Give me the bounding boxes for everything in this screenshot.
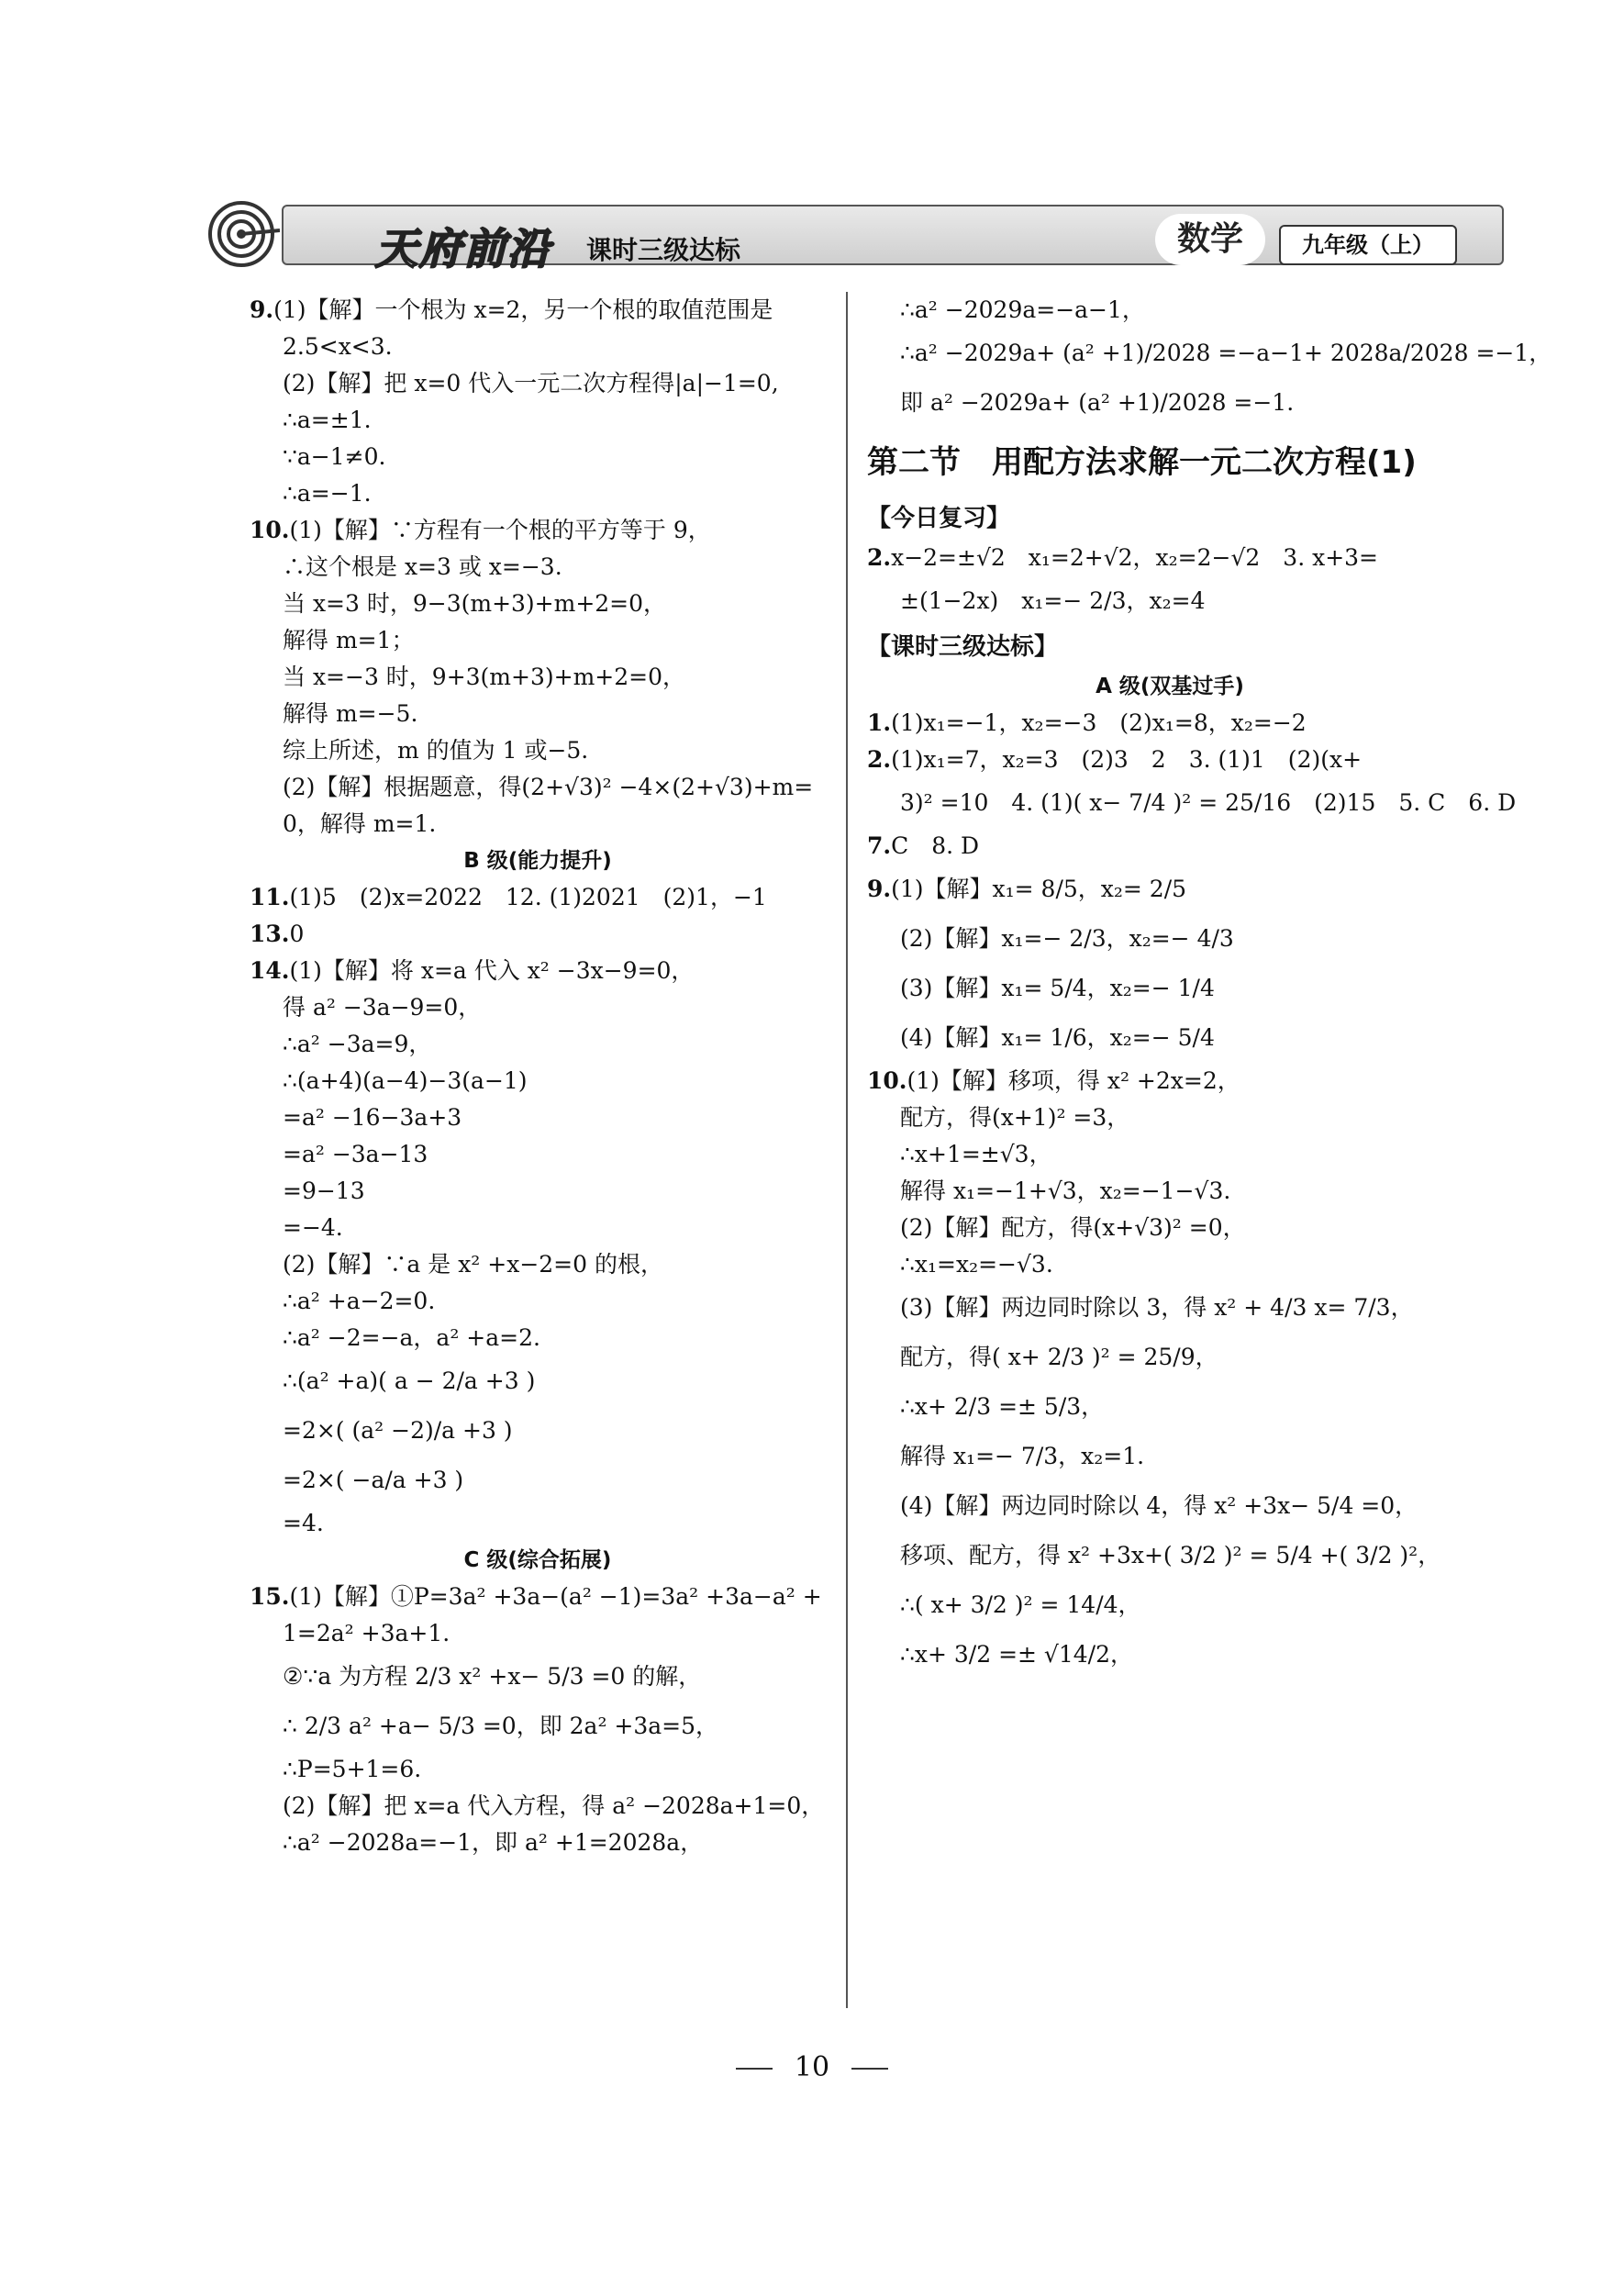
question-number: 14. bbox=[250, 957, 290, 984]
answer-line bbox=[867, 1136, 1473, 1173]
answer-text: (2)【解】x₁=− 2/3，x₂=− 4/3 bbox=[900, 925, 1234, 952]
answer-text: x−2=±√2 x₁=2+√2，x₂=2−√2 3. x+3= bbox=[891, 544, 1379, 571]
answer-line bbox=[867, 1173, 1473, 1210]
answer-line bbox=[250, 586, 826, 622]
answer-text: 3)² =10 4. (1)( x− 7/4 )² = 25/16 (2)15 5. C 6. D bbox=[900, 789, 1517, 816]
answer-line bbox=[250, 622, 826, 659]
answer-line bbox=[250, 475, 826, 512]
answer-text: ∴x+ 3/2 =± √14/2， bbox=[900, 1641, 1133, 1668]
answer-line bbox=[250, 732, 826, 769]
answer-text: ∴a=±1. bbox=[283, 407, 372, 433]
answer-text: 配方，得(x+1)² =3， bbox=[900, 1104, 1130, 1131]
answer-line bbox=[867, 1246, 1473, 1283]
answer-line bbox=[867, 292, 1473, 329]
answer-text: ∴a² −2028a=−1，即 a² +1=2028a， bbox=[283, 1829, 704, 1856]
answer-line bbox=[867, 1333, 1473, 1382]
answer-line bbox=[250, 512, 826, 549]
answer-text: ∴a² −2029a=−a−1， bbox=[900, 296, 1145, 323]
answer-line bbox=[250, 1283, 826, 1320]
answer-line bbox=[250, 1406, 826, 1456]
answer-line bbox=[250, 1505, 826, 1542]
brand-title: 天府前沿 bbox=[375, 224, 551, 273]
answer-line bbox=[250, 1652, 826, 1702]
answer-text: 0 bbox=[289, 921, 305, 947]
answer-text: (1)x₁=7，x₂=3 (2)3 2 3. (1)1 (2)(x+ bbox=[891, 746, 1363, 773]
answer-text: =2×( −a/a +3 ) bbox=[283, 1467, 464, 1493]
answer-line bbox=[250, 916, 826, 953]
answer-text: ∴a² +a−2=0. bbox=[283, 1288, 436, 1314]
footer-dash bbox=[736, 2068, 773, 2070]
answer-text: =a² −3a−13 bbox=[283, 1141, 428, 1167]
answer-line bbox=[250, 1320, 826, 1356]
answer-text: ②∵a 为方程 2/3 x² +x− 5/3 =0 的解， bbox=[283, 1663, 702, 1690]
level-heading: A 级(双基过手) bbox=[1096, 675, 1244, 698]
answer-line bbox=[250, 953, 826, 989]
answer-text: (2)【解】把 x=a 代入方程，得 a² −2028a+1=0， bbox=[283, 1792, 825, 1819]
answer-text: C 8. D bbox=[891, 832, 980, 859]
answer-line bbox=[250, 1026, 826, 1063]
answer-text: 移项、配方，得 x² +3x+( 3/2 )² = 5/4 +( 3/2 )²， bbox=[900, 1542, 1441, 1568]
answer-line bbox=[250, 1210, 826, 1246]
answer-text: 得 a² −3a−9=0， bbox=[283, 994, 482, 1021]
answer-text: 当 x=3 时，9−3(m+3)+m+2=0， bbox=[283, 590, 667, 617]
page-footer bbox=[0, 2051, 1624, 2083]
answer-line bbox=[867, 1580, 1473, 1630]
question-number: 11. bbox=[250, 884, 290, 910]
answer-line bbox=[250, 1456, 826, 1505]
answer-text: (3)【解】x₁= 5/4，x₂=− 1/4 bbox=[900, 975, 1215, 1001]
answer-line bbox=[250, 659, 826, 696]
answer-text: 解得 m=−5. bbox=[283, 700, 418, 727]
answer-text: (3)【解】两边同时除以 3，得 x² + 4/3 x= 7/3， bbox=[900, 1294, 1414, 1321]
question-number: 7. bbox=[867, 832, 892, 859]
answer-text: ∴x+ 2/3 =± 5/3， bbox=[900, 1393, 1105, 1420]
answer-text: ∴a=−1. bbox=[283, 480, 372, 507]
level-heading: B 级(能力提升) bbox=[463, 849, 612, 873]
answer-text: 综上所述，m 的值为 1 或−5. bbox=[283, 737, 589, 764]
answer-line bbox=[867, 828, 1473, 865]
answer-text: ∴P=5+1=6. bbox=[283, 1756, 422, 1782]
answer-line bbox=[250, 1356, 826, 1406]
answer-text: ∴a² −2=−a，a² +a=2. bbox=[283, 1324, 540, 1351]
answer-text: (1)【解】①P=3a² +3a−(a² −1)=3a² +3a−a² + bbox=[289, 1583, 822, 1610]
answer-line bbox=[250, 1246, 826, 1283]
answer-text: (1)【解】一个根为 x=2，另一个根的取值范围是 bbox=[273, 296, 773, 323]
answer-text: 解得 m=1； bbox=[283, 627, 415, 653]
answer-line bbox=[867, 1432, 1473, 1481]
answer-text: 配方，得( x+ 2/3 )² = 25/9， bbox=[900, 1344, 1218, 1370]
answer-line bbox=[867, 1283, 1473, 1333]
page-number: 10 bbox=[794, 2051, 830, 2083]
answer-line bbox=[250, 402, 826, 439]
answer-text: (2)【解】把 x=0 代入一元二次方程得|a|−1=0, bbox=[283, 370, 779, 396]
header-subtitle: 课时三级达标 bbox=[586, 235, 741, 265]
answer-text: 解得 x₁=−1+√3，x₂=−1−√3. bbox=[900, 1178, 1231, 1204]
answer-line bbox=[867, 914, 1473, 964]
answer-line bbox=[250, 439, 826, 475]
answer-text: ∴x₁=x₂=−√3. bbox=[900, 1251, 1053, 1278]
answer-line bbox=[250, 1751, 826, 1788]
answer-text: (2)【解】配方，得(x+√3)² =0， bbox=[900, 1214, 1246, 1241]
answer-line bbox=[250, 292, 826, 329]
answer-text: 解得 x₁=− 7/3，x₂=1. bbox=[900, 1443, 1145, 1469]
question-number: 15. bbox=[250, 1583, 290, 1610]
answer-line bbox=[250, 696, 826, 732]
question-number: 9. bbox=[250, 296, 274, 323]
answer-line bbox=[867, 1481, 1473, 1531]
answer-text: ∴x+1=±√3， bbox=[900, 1141, 1052, 1167]
answer-line bbox=[250, 769, 826, 806]
answer-line bbox=[250, 1788, 826, 1825]
question-number: 9. bbox=[867, 876, 892, 902]
answer-line bbox=[867, 742, 1473, 778]
left-column bbox=[250, 292, 826, 1861]
answer-text: =−4. bbox=[283, 1214, 343, 1241]
answer-text: =9−13 bbox=[283, 1178, 365, 1204]
answer-line bbox=[867, 865, 1473, 914]
answer-text: 1=2a² +3a+1. bbox=[283, 1620, 450, 1646]
answer-line bbox=[867, 576, 1473, 626]
answer-text: ∴( x+ 3/2 )² = 14/4， bbox=[900, 1591, 1141, 1618]
grade-label: 九年级（上） bbox=[1279, 225, 1457, 265]
answer-line bbox=[250, 1099, 826, 1136]
answer-text: (1)5 (2)x=2022 12. (1)2021 (2)1，−1 bbox=[289, 884, 767, 910]
answer-line bbox=[250, 1702, 826, 1751]
answer-text: (2)【解】根据题意，得(2+√3)² −4×(2+√3)+m= bbox=[283, 774, 814, 800]
answer-line bbox=[250, 1579, 826, 1615]
answer-text: (1)【解】x₁= 8/5，x₂= 2/5 bbox=[891, 876, 1187, 902]
answer-line bbox=[867, 705, 1473, 742]
bracket-heading: 【课时三级达标】 bbox=[867, 633, 1059, 661]
answer-text: 0，解得 m=1. bbox=[283, 810, 437, 837]
answer-text: ∴ 2/3 a² +a− 5/3 =0，即 2a² +3a=5， bbox=[283, 1713, 719, 1739]
answer-line bbox=[867, 1382, 1473, 1432]
answer-text: ∴这个根是 x=3 或 x=−3. bbox=[283, 553, 562, 580]
answer-line bbox=[250, 549, 826, 586]
answer-line bbox=[250, 329, 826, 365]
answer-text: ±(1−2x) x₁=− 2/3，x₂=4 bbox=[900, 587, 1206, 614]
answer-text: (1)【解】∵方程有一个根的平方等于 9， bbox=[289, 517, 711, 543]
answer-line bbox=[867, 1531, 1473, 1580]
answer-line bbox=[867, 329, 1552, 378]
answer-line bbox=[250, 1173, 826, 1210]
answer-text: (1)【解】将 x=a 代入 x² −3x−9=0， bbox=[289, 957, 695, 984]
section-title: 第二节 用配方法求解一元二次方程(1) bbox=[867, 444, 1417, 481]
level-heading: C 级(综合拓展) bbox=[463, 1548, 612, 1572]
answer-line bbox=[250, 1615, 826, 1652]
target-icon bbox=[206, 197, 280, 271]
answer-line bbox=[250, 1825, 826, 1861]
header-banner bbox=[282, 205, 1504, 273]
answer-text: (1)x₁=−1，x₂=−3 (2)x₁=8，x₂=−2 bbox=[891, 709, 1307, 736]
answer-line bbox=[867, 1013, 1473, 1063]
question-number: 13. bbox=[250, 921, 290, 947]
answer-line bbox=[250, 1063, 826, 1099]
answer-text: ∴(a+4)(a−4)−3(a−1) bbox=[283, 1067, 528, 1094]
answer-line bbox=[250, 806, 826, 843]
footer-dash bbox=[851, 2068, 888, 2070]
answer-text: =4. bbox=[283, 1510, 324, 1536]
answer-line bbox=[867, 378, 1473, 428]
question-number: 2. bbox=[867, 544, 892, 571]
answer-text: =a² −16−3a+3 bbox=[283, 1104, 462, 1131]
answer-text: (4)【解】两边同时除以 4，得 x² +3x− 5/4 =0， bbox=[900, 1492, 1418, 1519]
answer-text: =2×( (a² −2)/a +3 ) bbox=[283, 1417, 513, 1444]
answer-line bbox=[250, 989, 826, 1026]
answer-line bbox=[867, 778, 1517, 828]
answer-text: 当 x=−3 时，9+3(m+3)+m+2=0， bbox=[283, 664, 685, 690]
answer-text: 即 a² −2029a+ (a² +1)/2028 =−1. bbox=[900, 389, 1295, 416]
question-number: 10. bbox=[867, 1067, 907, 1094]
answer-text: ∴(a² +a)( a − 2/a +3 ) bbox=[283, 1367, 536, 1394]
question-number: 2. bbox=[867, 746, 892, 773]
bracket-heading: 【今日复习】 bbox=[867, 505, 1011, 532]
answer-line bbox=[867, 1210, 1473, 1246]
answer-line bbox=[867, 540, 1473, 576]
question-number: 10. bbox=[250, 517, 290, 543]
answer-text: ∵a−1≠0. bbox=[283, 443, 386, 470]
answer-line bbox=[867, 1099, 1473, 1136]
answer-line bbox=[250, 365, 826, 402]
page-header bbox=[206, 197, 1500, 271]
answer-text: (4)【解】x₁= 1/6，x₂=− 5/4 bbox=[900, 1024, 1215, 1051]
answer-line bbox=[867, 1630, 1473, 1680]
answer-text: ∴a² −3a=9， bbox=[283, 1031, 432, 1057]
right-column bbox=[867, 292, 1552, 1680]
answer-text: ∴a² −2029a+ (a² +1)/2028 =−a−1+ 2028a/2028 =−1， bbox=[900, 340, 1552, 366]
answer-line bbox=[867, 964, 1473, 1013]
answer-text: (2)【解】∵a 是 x² +x−2=0 的根， bbox=[283, 1251, 663, 1278]
column-divider bbox=[846, 292, 848, 2008]
answer-text: (1)【解】移项，得 x² +2x=2， bbox=[907, 1067, 1240, 1094]
answer-line bbox=[250, 1136, 826, 1173]
answer-line bbox=[250, 879, 826, 916]
answer-line bbox=[867, 1063, 1473, 1099]
subject-label: 数学 bbox=[1155, 214, 1265, 265]
answer-text: 2.5<x<3. bbox=[283, 333, 393, 360]
question-number: 1. bbox=[867, 709, 892, 736]
